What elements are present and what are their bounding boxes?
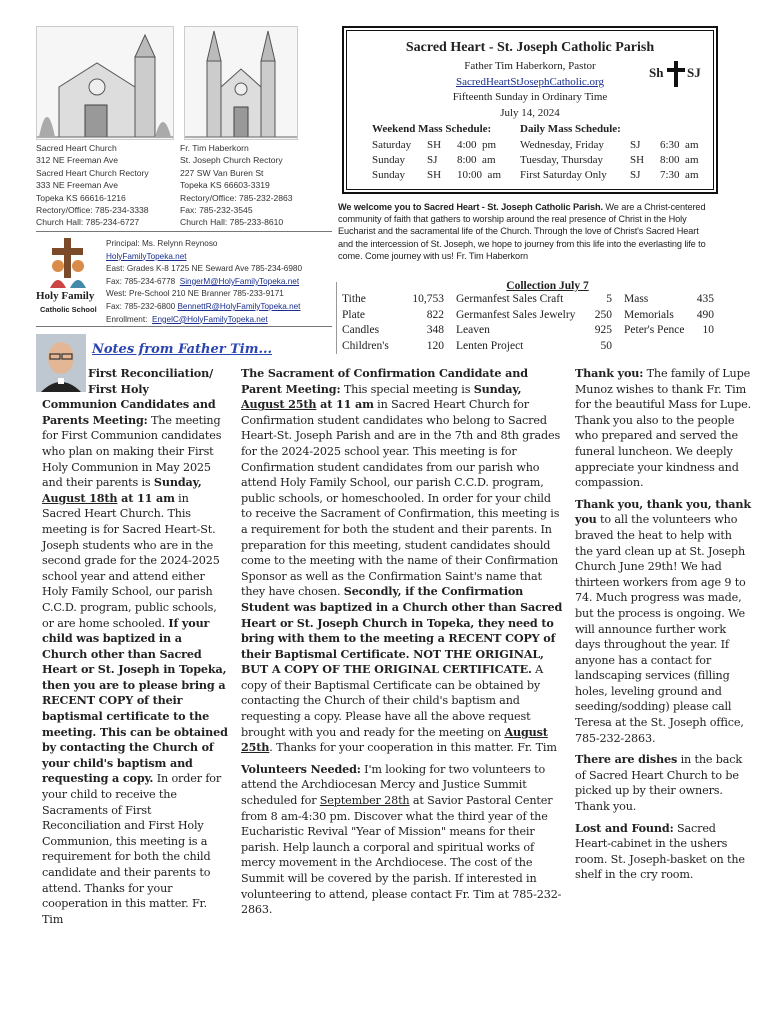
- dishes-heading: There are dishes: [575, 752, 678, 767]
- address-line: Fr. Tim Haberkorn: [180, 143, 249, 153]
- collection-cell: 822: [426, 308, 444, 321]
- mass-church: SJ: [630, 169, 641, 181]
- school-east-fax: Fax: 785-234-6778: [106, 276, 176, 286]
- mass-time: 8:00 am: [457, 154, 496, 166]
- school-east-campus: East: Grades K-8 1725 NE Seward Ave 785-234-6980: [106, 264, 303, 274]
- logo-sj-text: SJ: [687, 65, 701, 80]
- enrollment-label: Enrollment:: [106, 314, 148, 324]
- address-line: 312 NE Freeman Ave: [36, 155, 119, 166]
- thank-you-text: The family of Lupe Munoz wishes to thank Fr. Tim for the beautiful Mass for Lupe. Thank you also to the people who prepared and served the funeral luncheon. We deeply appreciate your kindness and compassion.: [575, 367, 751, 490]
- school-logo-subtext: Catholic School: [40, 305, 97, 314]
- holy-family-logo: [36, 236, 100, 316]
- school-divider: [36, 326, 332, 327]
- daily-mass-row: [520, 139, 699, 151]
- notes-title: Notes from Father Tim...: [92, 342, 273, 357]
- mass-time: 7:30 am: [660, 169, 699, 181]
- collection-table: [340, 292, 716, 354]
- notes-column-2: [241, 366, 565, 918]
- collection-cell: 435: [696, 293, 714, 305]
- weekend-schedule-heading: Weekend Mass Schedule:: [372, 123, 492, 135]
- parish-website-link[interactable]: SacredHeartStJosephCatholic.org: [456, 76, 604, 88]
- volunteers-heading: Volunteers Needed:: [241, 761, 361, 776]
- reconciliation-day: Sunday,: [153, 475, 202, 490]
- parish-title: Sacred Heart - St. Joseph Catholic Parish: [405, 40, 655, 55]
- confirmation-date: August 25th: [241, 397, 317, 412]
- confirmation-baptism-note: Secondly, if the Confirmation Student was baptized in a Church other than Sacred Heart or St. Joseph Church in Topeka, they need to bring with them to the meeting a RECENT COPY of their Baptismal Certificate. NOT THE ORIGINAL, BUT A COPY OF THE ORIGINAL CERTIFICATE.: [241, 584, 563, 677]
- collection-cell: Germanfest Sales Craft: [456, 293, 564, 305]
- collection-section: [340, 280, 725, 354]
- bulletin-date: July 14, 2024: [500, 107, 560, 119]
- mass-church: SH: [427, 139, 442, 151]
- school-website-link[interactable]: HolyFamilyTopeka.net: [106, 251, 187, 261]
- logo-sh-text: Sh: [649, 65, 664, 80]
- confirmation-text: This special meeting is: [340, 382, 474, 396]
- confirmation-text-2: in Sacred Heart Church for Confirmation student candidates who belong to Sacred Heart-St. Joseph Parish and are in the 7th and 8th grades for the 2024-2025 school year. This meeting is for Confirmation student candidates from our parish who attend Holy Family School, our parish C.C.D. program, public schools, or homeschooled. In order for your child to receive the Sacrament of Confirmation, this meeting is a requirement for both the student and their parents. In preparation for this meeting, student candidates should come to the meeting with the name of their Confirmation Sponsor as well as the Confirmation Saint's name that they have chosen.: [241, 398, 561, 599]
- collection-cell: 490: [696, 308, 714, 321]
- lost-found-text: Sacred Heart-cabinet in the ushers room. St. Joseph-basket on the shelf in the cry room.: [575, 821, 745, 882]
- dishes-text: in the back of Sacred Heart Church to be picked up by their owners. Thank you.: [575, 753, 743, 814]
- reconciliation-date: August 18th: [42, 490, 118, 505]
- st-joseph-church-sketch: [184, 26, 298, 140]
- daily-schedule-heading: Daily Mass Schedule:: [520, 123, 621, 135]
- east-email-link[interactable]: SingerM@HolyFamilyTopeka.net: [179, 276, 300, 286]
- reconciliation-heading-1: First Reconciliation/: [88, 366, 214, 380]
- mass-time: 10:00 am: [457, 169, 501, 181]
- enrollment-email-link[interactable]: EngelC@HolyFamilyTopeka.net: [151, 314, 268, 324]
- sacred-heart-address: [36, 142, 176, 229]
- welcome-heading: We welcome you to Sacred Heart - St. Joseph Catholic Parish.: [338, 202, 603, 212]
- reconciliation-text: The meeting for First Communion candidates who plan on making their First Holy Communion in May 2025 and their parents is: [42, 413, 222, 490]
- daily-mass-row: [520, 169, 699, 181]
- collection-cell: 10: [702, 324, 714, 337]
- reconciliation-text-2: in Sacred Heart Church. This meeting is for Sacred Heart-St. Joseph students who are in the second grade for the 2024-2025 school year and attend either Holy Family School, our parish C.C.D. program, public schools, or are home schooled.: [42, 491, 220, 630]
- address-line: Rectory/Office: 785-232-2863: [180, 192, 293, 203]
- school-info: [106, 238, 346, 326]
- mass-church: SJ: [630, 139, 641, 151]
- collection-cell: Plate: [342, 308, 365, 321]
- collection-cell: Leaven: [456, 324, 490, 337]
- confirmation-day: Sunday,: [473, 381, 522, 396]
- collection-cell: 5: [606, 293, 612, 305]
- address-line: Topeka KS 66603-3319: [180, 180, 270, 191]
- welcome-text: We are a Christ-centered community of faith that gathers to worship around the real presence of Christ in the Holy Eucharist and the sacramental life of the Church. Through the love of Christ's Sacred Heart and the intercession of St. Joseph, we hope to journey from this life into the everlasting life to come. Come journey with us! Fr. Tim Haberkorn: [338, 202, 706, 261]
- collection-cell: 120: [426, 339, 444, 352]
- collection-cell: Memorials: [624, 308, 674, 321]
- collection-cell: 925: [594, 324, 612, 337]
- reconciliation-text-3: In order for your child to receive the Sacraments of First Reconciliation and First Holy Communion, this meeting is a requirement for both the child candidate and their parents to attend. Thanks for your cooperation in this matter. Fr. Tim: [42, 772, 222, 926]
- st-joseph-address: [180, 142, 330, 229]
- sacred-heart-church-sketch: [36, 26, 174, 140]
- collection-cell: Peter's Pence: [624, 324, 685, 337]
- mass-day: First Saturday Only: [520, 169, 607, 181]
- address-line: Fax: 785-232-3545: [180, 205, 253, 216]
- collection-cell: [614, 339, 688, 355]
- collection-row: [340, 292, 716, 308]
- address-line: Rectory/Office: 785-234-3338: [36, 205, 149, 216]
- reconciliation-heading-3: Communion Candidates and Parents Meeting:: [42, 397, 216, 427]
- confirmation-text-4: . Thanks for your cooperation in this matter. Fr. Tim: [269, 741, 557, 755]
- weekend-mass-row: [372, 169, 501, 181]
- mass-church: SH: [630, 154, 645, 166]
- pastor-name: Father Tim Haberkorn, Pastor: [464, 60, 596, 72]
- notes-column-1: [42, 366, 228, 927]
- address-line: Sacred Heart Church: [36, 143, 117, 153]
- thank-you-heading: Thank you:: [575, 366, 644, 380]
- weekend-mass-row: [372, 154, 496, 166]
- school-west-campus: West: Pre-School 210 NE Branner 785-233-9171: [106, 289, 284, 299]
- mass-time: 8:00 am: [660, 154, 699, 166]
- collection-cell: 50: [600, 339, 612, 352]
- mass-day: Sunday: [372, 169, 405, 181]
- mass-time: 6:30 am: [660, 139, 699, 151]
- reconciliation-heading-2: First Holy: [88, 381, 149, 396]
- mass-church: SH: [427, 169, 442, 181]
- address-line: Church Hall: 785-233-8610: [180, 217, 284, 228]
- address-divider: [36, 231, 332, 232]
- address-line: 227 SW Van Buren St: [180, 167, 264, 178]
- mass-day: Saturday: [372, 139, 412, 151]
- volunteers-text: I'm looking for two volunteers to attend the Archdiocesan Mercy and Justice Summit scheduled for: [241, 762, 546, 808]
- collection-cell: [688, 339, 716, 355]
- address-line: St. Joseph Church Rectory: [180, 155, 283, 166]
- confirmation-heading: The Sacrament of Confirmation Candidate and Parent Meeting:: [241, 366, 528, 396]
- parish-logo: [647, 59, 707, 89]
- collection-cell: Mass: [624, 293, 649, 305]
- lost-found-heading: Lost and Found:: [575, 820, 674, 835]
- collection-cell: Lenten Project: [456, 339, 524, 352]
- daily-mass-row: [520, 154, 699, 166]
- address-line: Church Hall: 785-234-6727: [36, 217, 140, 228]
- collection-cell: Candles: [342, 324, 380, 337]
- weekend-mass-row: [372, 139, 496, 151]
- confirmation-date-2: August 25th: [241, 724, 548, 755]
- collection-row: [340, 308, 716, 324]
- notes-column-3: [575, 366, 751, 883]
- liturgical-sunday: Fifteenth Sunday in Ordinary Time: [452, 91, 608, 103]
- collection-cell: Germanfest Sales Jewelry: [456, 308, 576, 321]
- collection-cell: Children's: [342, 339, 389, 352]
- mass-time: 4:00 pm: [457, 139, 497, 151]
- collection-cell: 348: [426, 324, 444, 337]
- reconciliation-baptism-note: If your child was baptized in a Church other than Sacred Heart or St. Joseph in Topeka, then you are to please bring a RECENT COPY of their baptismal certificate to the meeting. This can be obtained by contacting the Church of your child's baptism and requesting a copy.: [42, 615, 228, 786]
- school-logo-text: Holy Family: [36, 290, 95, 302]
- collection-cell: 250: [594, 308, 612, 321]
- collection-cell: 10,753: [412, 293, 444, 305]
- collection-cell: Tithe: [342, 293, 366, 305]
- volunteers-text-2: at Savior Pastoral Center from 8 am-4:30 pm. Discover what the third year of the Eucharistic Revival "Year of Mission" means for their parish. Help launch a corporal and spiritual works of mercy movement in the Archdiocese. The cost of the Summit will be covered by the parish. If interested in volunteering to attend, please contact Fr. Tim at 785-232-2863.: [241, 794, 562, 917]
- address-line: Topeka KS 66616-1216: [36, 192, 126, 203]
- welcome-message: [338, 201, 710, 262]
- address-line: Sacred Heart Church Rectory: [36, 167, 149, 178]
- collection-row: [340, 339, 716, 355]
- collection-title: Collection July 7: [506, 280, 589, 292]
- mass-church: SJ: [427, 154, 438, 166]
- mass-day: Tuesday, Thursday: [520, 154, 604, 166]
- confirmation-text-3: A copy of their Baptismal Certificate can be obtained by contacting the Church of their child's baptism and requesting a copy. Please have all the above request brought with you and ready for the meeting on: [241, 663, 544, 739]
- mass-day: Sunday: [372, 154, 405, 166]
- volunteer-thanks-text: to all the volunteers who braved the heat to help with the yard clean up at St. Joseph Church June 29th! We had thirteen workers from age 9 to 74. Much progress was made, but the process is ongoing. We will announce further work days throughout the year. If anyone has a contact for landscaping services (filling holes, leveling ground and seeding/sodding) please call Teresa at the St. Joseph office, 785-232-2863.: [575, 513, 746, 745]
- volunteer-thanks-heading: Thank you, thank you, thank you: [575, 496, 751, 527]
- west-email-link[interactable]: BennettR@HolyFamilyTopeka.net: [177, 301, 301, 311]
- address-line: 333 NE Freeman Ave: [36, 180, 119, 191]
- confirmation-time: at 11 am: [316, 397, 374, 412]
- school-principal: Principal: Ms. Relynn Reynoso: [106, 239, 218, 248]
- collection-row: [340, 323, 716, 339]
- summit-date: September 28th: [319, 794, 410, 808]
- collection-left-rule: [336, 282, 337, 354]
- mass-day: Wednesday, Friday: [520, 139, 604, 151]
- school-west-fax: Fax: 785-232-6800: [106, 301, 176, 311]
- mass-schedule-box: [342, 26, 718, 194]
- reconciliation-time: at 11 am: [117, 490, 175, 505]
